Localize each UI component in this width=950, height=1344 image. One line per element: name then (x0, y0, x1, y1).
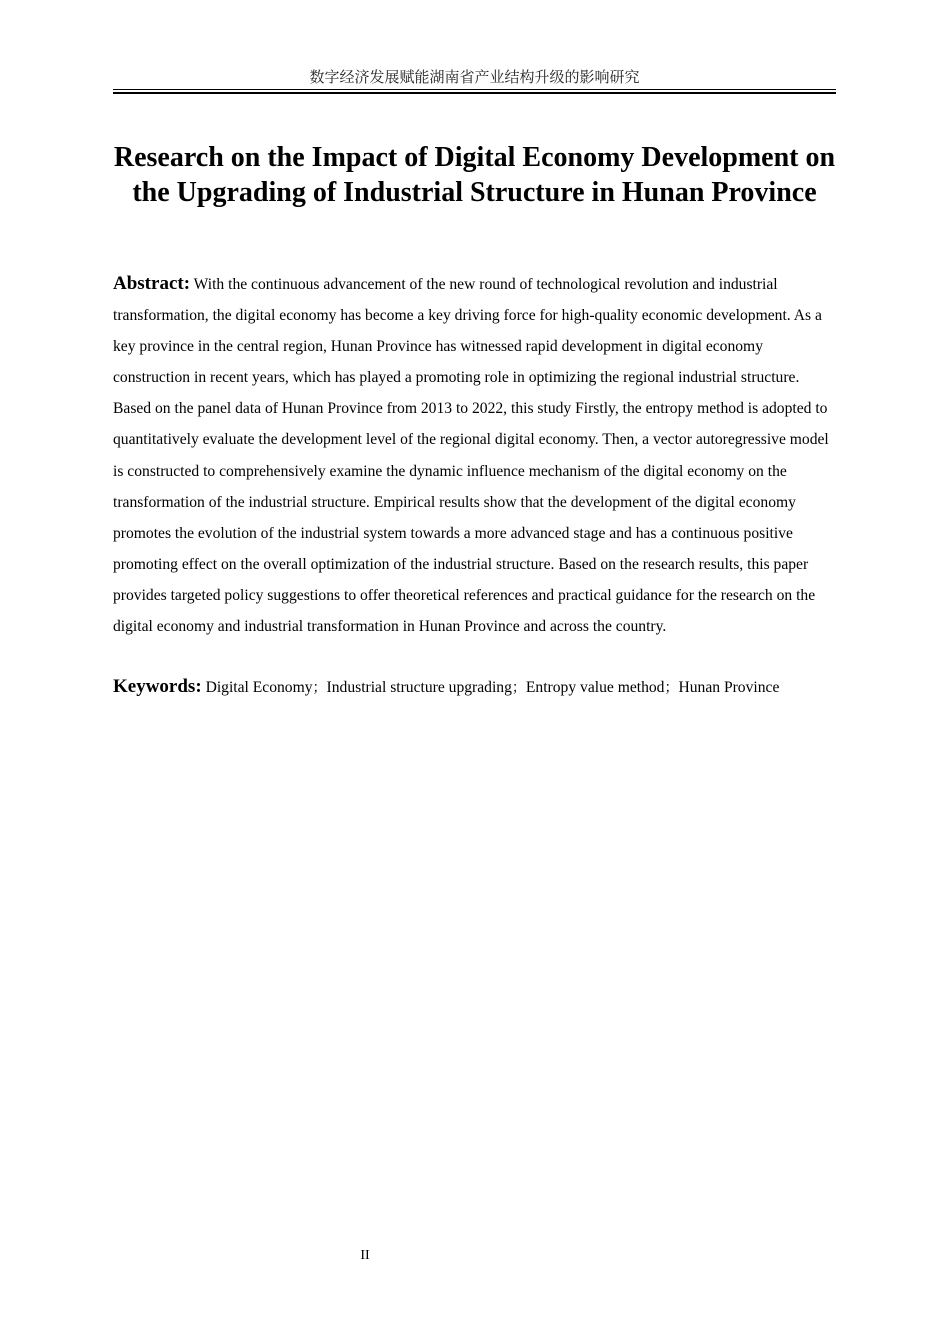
keywords (113, 673, 843, 702)
keyword-separator: ； (312, 680, 327, 696)
paper-title: Research on the Impact of Digital Economy Development on the Upgrading of Industrial Structure in Hunan Province (113, 142, 836, 208)
keyword-item: Entropy value method (525, 679, 665, 696)
abstract-text: With the continuous advancement of the new round of technological revolution and industrial transformation, the digital economy has become a key driving force for high-quality economic development. As a key province in the central region, Hunan Province has witnessed rapid development in digital economy construction in recent years, which has played a promoting role in optimizing the regional industrial structure. Based on the panel data of Hunan Province from 2013 to 2022, this study Firstly, the entropy method is adopted to quantitatively evaluate the development level of the regional digital economy. Then, a vector autoregressive model is constructed to comprehensively examine the dynamic influence mechanism of the digital economy on the transformation of the industrial structure. Empirical results show that the development of the digital economy promotes the evolution of the industrial system towards a more advanced stage and has a continuous positive promoting effect on the overall optimization of the industrial structure. Based on the research results, this paper provides targeted policy suggestions to offer theoretical references and practical guidance for the research on the digital economy and industrial transformation in Hunan Province and across the country. (113, 276, 829, 636)
keyword-item: Digital Economy (205, 679, 313, 696)
abstract-label: Abstract: (113, 273, 191, 294)
keywords-label: Keywords: (113, 676, 202, 697)
keyword-item: Hunan Province (678, 679, 780, 696)
keyword-item: Industrial structure upgrading (326, 679, 512, 696)
page-number: II (360, 1248, 370, 1263)
keyword-separator: ； (664, 680, 679, 696)
header-rule (113, 89, 836, 94)
running-header: 数字经济发展赋能湖南省产业结构升级的影响研究 (309, 68, 640, 86)
abstract (113, 268, 837, 642)
keyword-separator: ； (511, 680, 526, 696)
